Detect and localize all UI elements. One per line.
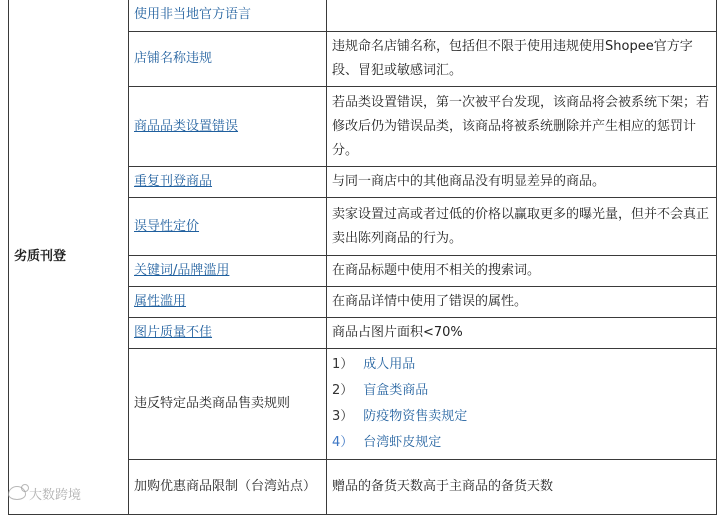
rule-desc: 在商品标题中使用不相关的搜索词。: [332, 263, 541, 278]
sub-rule-list: [332, 352, 711, 456]
sub-rule-link[interactable]: 台湾虾皮规定: [363, 435, 442, 450]
watermark-logo-icon: [8, 486, 26, 500]
rule-desc: 与同一商店中的其他商品没有明显差异的商品。: [332, 174, 606, 189]
rule-desc: 赠品的备货天数高于主商品的备货天数: [332, 479, 554, 494]
rule-name[interactable]: 店铺名称违规: [134, 51, 213, 66]
rule-desc-cell: [327, 0, 717, 32]
rules-table: [8, 0, 717, 515]
list-number: 2）: [332, 383, 354, 398]
rule-desc: 商品占图片面积<70%: [332, 325, 463, 340]
category-label: 劣质刊登: [14, 248, 67, 264]
list-item[interactable]: [332, 404, 711, 430]
rule-name-link[interactable]: 关键词/品牌滥用: [134, 263, 230, 278]
sub-rule-link[interactable]: 成人用品: [363, 357, 416, 372]
list-number: 3）: [332, 409, 354, 424]
rule-name-link[interactable]: 重复刊登商品: [134, 174, 213, 189]
rule-desc-cell: [327, 256, 717, 287]
list-number: 1）: [332, 357, 354, 372]
sub-rule-link[interactable]: 盲盒类商品: [363, 383, 429, 398]
watermark-text: 大数跨境: [29, 487, 82, 503]
rule-name-link[interactable]: 误导性定价: [134, 218, 200, 234]
list-item[interactable]: [332, 378, 711, 404]
rule-desc-cell: [327, 87, 717, 167]
rule-desc: 违规命名店铺名称，包括但不限于使用违规使用Shopee官方字段、冒犯或敏感词汇。: [332, 39, 693, 78]
rule-desc-cell: [327, 349, 717, 460]
rule-desc-cell: [327, 287, 717, 318]
rule-name-cell[interactable]: [129, 256, 327, 287]
list-number: 4）: [332, 435, 354, 450]
rule-name-cell[interactable]: [129, 318, 327, 349]
rule-desc: 卖家设置过高或者过低的价格以赢取更多的曝光量，但并不会真正卖出陈列商品的行为。: [332, 206, 710, 246]
rule-name-cell: [129, 460, 327, 515]
category-cell: [9, 0, 129, 515]
table-row: [9, 0, 717, 32]
rule-name: 加购优惠商品限制（台湾站点）: [134, 479, 317, 494]
rule-desc-cell: [327, 32, 717, 87]
rule-name[interactable]: 使用非当地官方语言: [134, 7, 252, 22]
rule-name-link[interactable]: 商品品类设置错误: [134, 118, 239, 134]
list-item[interactable]: [332, 352, 711, 378]
rule-name-cell[interactable]: [129, 32, 327, 87]
rule-name-cell[interactable]: [129, 87, 327, 167]
list-item[interactable]: [332, 430, 711, 456]
rule-desc: 若品类设置错误，第一次被平台发现，该商品将会被系统下架；若修改后仍为错误品类，该商品将被系统删除并产生相应的惩罚计分。: [332, 94, 710, 158]
rule-name-link[interactable]: 属性滥用: [134, 294, 187, 309]
rule-desc-cell: [327, 318, 717, 349]
rule-desc-cell: [327, 198, 717, 256]
rule-name-cell[interactable]: [129, 198, 327, 256]
rule-name: 违反特定品类商品售卖规则: [134, 396, 291, 411]
rule-desc-cell: [327, 460, 717, 515]
rule-name-cell[interactable]: [129, 0, 327, 32]
sub-rule-link[interactable]: 防疫物资售卖规定: [363, 409, 468, 424]
rule-name-cell: [129, 349, 327, 460]
watermark: [8, 483, 81, 503]
rule-desc-cell: [327, 167, 717, 198]
rule-name-link[interactable]: 图片质量不佳: [134, 325, 213, 340]
rule-name-cell[interactable]: [129, 167, 327, 198]
rule-name-cell[interactable]: [129, 287, 327, 318]
rule-desc: 在商品详情中使用了错误的属性。: [332, 294, 528, 309]
